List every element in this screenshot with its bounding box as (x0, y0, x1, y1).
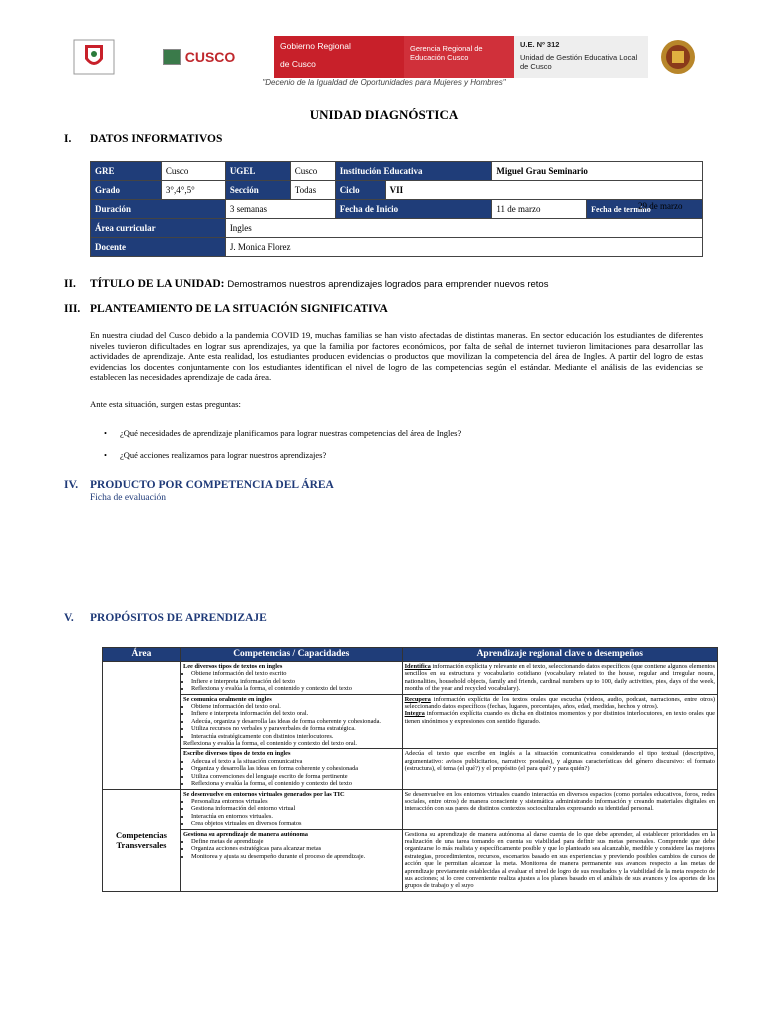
competence-cell (180, 829, 402, 891)
motto: "Decenio de la Igualdad de Oportunidades para Mujeres y Hombres" (262, 78, 506, 87)
section-5-title: PROPÓSITOS DE APRENDIZAJE (90, 612, 267, 624)
ue-number: U.E. Nº 312 (520, 40, 560, 49)
gre-value: Cusco (161, 162, 225, 181)
section-1-title: DATOS INFORMATIVOS (90, 133, 223, 145)
capacity-item: • Adecua el texto a la situación comunicativa (191, 758, 400, 765)
desempeno-cell (402, 662, 717, 695)
capacity-item: • Infiere e interpreta información del texto (191, 678, 400, 685)
desempeno-lead: Recupera (404, 695, 431, 703)
gerencia-text: Gerencia Regional de Educación Cusco (410, 44, 483, 62)
docente-label: Docente (91, 238, 226, 257)
section-2-number: II. (64, 278, 76, 290)
table-row (103, 789, 718, 829)
purposes-table (102, 647, 718, 892)
desempeno-cell (402, 694, 717, 749)
fecha-termino-label: Fecha de termino (587, 200, 703, 219)
question-text: ¿Qué acciones realizamos para lograr nuestros aprendizajes? (120, 450, 327, 460)
purposes-header-row (103, 648, 718, 662)
info-row-grado (91, 181, 703, 200)
gre-label: GRE (91, 162, 162, 181)
section-4-number: IV. (64, 479, 79, 491)
capacities-list (183, 838, 400, 860)
gob-line1: Gobierno Regional (280, 41, 351, 51)
capacity-item: • Utiliza recursos no verbales y paraverbales de forma estratégica. (191, 725, 400, 732)
desempeno-text: información explícita de los textos orales que escucha (videos, audio, podcast, narraciones, entre otros) seleccionando datos específicos (fechas, lugares, porcentajes, años, edad, medidas, hechos y otros). (404, 695, 715, 711)
capacity-item: • Crea objetos virtuales en diversos formatos (191, 820, 400, 827)
question-text: ¿Qué necesidades de aprendizaje planificamos para lograr nuestras competencias del área de Ingles? (120, 428, 462, 438)
table-row (103, 749, 718, 789)
capacity-tail: Reflexiona y evalúa la forma, el contenido y contexto del texto oral. (182, 740, 358, 748)
header-competencias: Competencias / Capacidades (180, 648, 402, 662)
info-row-gre (91, 162, 703, 181)
cusco-logo-text: CUSCO (184, 49, 236, 65)
desempeno-text-2: información explícita cuando es dicha en distintos momentos y por distintos interlocutores, en texto orales que tienen sinónimos y expresiones con sentido figurado. (404, 710, 715, 725)
seccion-value: Todas (290, 181, 335, 200)
desempeno-cell: Adecúa el texto que escribe en inglés a la situación comunicativa considerando el tipo textual (descriptivo, argumentativo: avisos publicitarios, narrativo: postales), y algunas características del género discursivo: el formato (estructura), el tema (el qué?) y el propósito (el para qué? y para quién?) (402, 749, 717, 789)
capacities-list (183, 758, 400, 788)
capacity-item: • Reflexiona y evalúa la forma, el contenido y contexto del texto (191, 685, 400, 692)
capacity-item: • Define metas de aprendizaje (191, 838, 400, 845)
fecha-termino-value: 29 de marzo (638, 201, 683, 211)
capacity-item: • Personaliza entornos virtuales (191, 798, 400, 805)
competence-cell (180, 662, 402, 695)
competence-title: Lee diversos tipos de textos en ingles (182, 663, 283, 670)
competence-cell (180, 694, 402, 749)
info-row-docente (91, 238, 703, 257)
ciclo-value: VII (385, 181, 702, 200)
header-area: Área (103, 648, 181, 662)
ie-label: Institución Educativa (335, 162, 492, 181)
situation-paragraph: En nuestra ciudad del Cusco debido a la pandemia COVID 19, muchas familias se han visto afectadas de distintas maneras. En sector educación los estudiantes de diferentes niveles tuvieron dificultades en lograr sus aprendizajes, ya que la familia por factores económicos, por falta de señal de internet tuvieron limitaciones para desarrollar las actividades de aprendizaje. Ante esta realidad, los estudiantes producen evidencias o productos que movilizan la competencia del área de Ingles. A partir del logro de estas evidencias los docentes conjuntamente con los estudiantes identifican el nivel de logro de las competencias según el estándar. Mediante el análisis de las evidencias se establecen las necesidades aprendizaje de cada área. (90, 330, 703, 383)
capacity-item: • Interactúa estratégicamente con distintos interlocutores. (191, 733, 400, 740)
cusco-crest-logo (648, 36, 708, 78)
grado-value: 3°,4°,5° (161, 181, 225, 200)
ie-value: Miguel Grau Seminario (492, 162, 703, 181)
section-3-number: III. (64, 303, 81, 315)
section-3-heading (64, 303, 388, 315)
capacity-item: • Reflexiona y evalúa la forma, el contenido y contexto del texto (191, 780, 400, 787)
capacity-item: • Obtiene información del texto oral. (191, 703, 400, 710)
capacity-item: • Monitorea y ajusta su desempeño durante el proceso de aprendizaje. (191, 853, 400, 860)
capacities-list (183, 670, 400, 692)
section-5-heading (64, 612, 267, 624)
product-text: Ficha de evaluación (90, 493, 166, 503)
capacity-item: • Gestiona información del entorno virtual (191, 805, 400, 812)
info-row-area (91, 219, 703, 238)
question-item (104, 428, 461, 438)
desempeno-cell: Gestiona su aprendizaje de manera autónoma al darse cuenta de lo que debe aprender, al establecer prioridades en la realización de una tarea tomando en cuenta su viabilidad para definir sus metas personales. Comprende que debe organizarse lo más realista y específicamente posible y que lo planteado sea alcanzable, medible y considere las mejores estrategias, procedimientos, recursos, escenarios basado en sus experiencias y previendo posibles cambios de cursos de acción que le permitan alcanzar la meta. Monitorea de manera permanente sus avances respecto a las metas de aprendizaje previamente establecidas al evaluar el nivel de logro de sus resultados y la viabilidad de la meta respecto de sus acciones; si lo cree conveniente realiza ajustes a los planes basado en el análisis de sus avances y los aportes de los grupos de trabajo y el suyo (402, 829, 717, 891)
competence-title: Se desenvuelve en entornos virtuales generados por las TIC (182, 790, 345, 798)
ue-box (514, 36, 648, 78)
section-4-heading (64, 479, 334, 491)
question-item (104, 450, 461, 460)
section-4-title: PRODUCTO POR COMPETENCIA DEL ÁREA (90, 479, 334, 491)
area-label: Área curricular (91, 219, 226, 238)
unit-title-text: Demostramos nuestros aprendizajes logrados para emprender nuevos retos (227, 279, 549, 290)
competence-title: Escribe diversos tipos de texto en ingles (182, 750, 291, 758)
ugel-label: UGEL (225, 162, 290, 181)
section-3-title: PLANTEAMIENTO DE LA SITUACIÓN SIGNIFICATIVA (90, 303, 388, 315)
questions-list (104, 428, 461, 472)
competence-title: Gestiona su aprendizaje de manera autónoma (182, 830, 308, 838)
ugel-name: Unidad de Gestión Educativa Local de Cusco (520, 53, 638, 71)
gobierno-regional-box (274, 36, 404, 78)
desempeno-text: información explícita y relevante en el texto, seleccionando datos específicos (que contiene algunos elementos sencillos en su estructura y vocabulario cotidiano (vocabulary related to the house, regular and irregular nouns, nationalities, household objects, family and friends, cardinal numbers up to 100, daily activities, pies, days of the week, months of the year and recycled vocabulary). (404, 663, 715, 693)
area-cell-ingles (103, 662, 181, 790)
section-1-number: I. (64, 133, 72, 145)
capacities-list (183, 703, 400, 740)
gob-line2: de Cusco (280, 59, 316, 69)
seccion-label: Sección (225, 181, 290, 200)
page-title: UNIDAD DIAGNÓSTICA (309, 107, 459, 122)
competence-title: Se comunica oralmente en ingles (182, 695, 272, 703)
fecha-inicio-value-cell: 11 de marzo (492, 200, 587, 219)
capacity-item: • Infiere e interpreta información del texto oral. (191, 710, 400, 717)
bullet-icon: • (104, 428, 107, 438)
capacity-item: • Organiza acciones estratégicas para alcanzar metas (191, 845, 400, 852)
duracion-value: 3 semanas (225, 200, 335, 219)
section-2-heading (64, 278, 548, 290)
info-table (90, 161, 703, 257)
grado-label: Grado (91, 181, 162, 200)
competence-cell (180, 789, 402, 829)
capacity-item: • Interactúa en entornos virtuales. (191, 813, 400, 820)
duracion-label: Duración (91, 200, 226, 219)
ugel-value: Cusco (290, 162, 335, 181)
bullet-icon: • (104, 450, 107, 460)
desempeno-lead-2: Integra (404, 710, 425, 718)
table-row (103, 694, 718, 749)
section-2-title: TÍTULO DE LA UNIDAD: (90, 278, 225, 290)
capacity-item: • Utiliza convenciones del lenguaje escrito de forma pertinente (191, 773, 400, 780)
table-row (103, 662, 718, 695)
gerencia-box (404, 36, 514, 78)
info-row-duracion (91, 200, 703, 219)
area-value: Ingles (225, 219, 702, 238)
capacity-item: • Obtiene información del texto escrito (191, 670, 400, 677)
capacity-item: • Organiza y desarrolla las ideas en forma coherente y cohesionada (191, 765, 400, 772)
competence-cell (180, 749, 402, 789)
desempeno-cell: Se desenvuelve en los entornos virtuales cuando interactúa en diversos espacios (como portales educativos, foros, redes sociales, entre otros) de manera consciente y sistemática administrando información y creando materiales digitales en interacción con sus pares de distintos contextos socioculturales expresando su identidad personal. (402, 789, 717, 829)
desempeno-lead: Identifica (404, 663, 431, 670)
cusco-logo (124, 36, 274, 78)
section-1-heading (64, 133, 222, 145)
ciclo-label: Ciclo (335, 181, 385, 200)
capacities-list (183, 798, 400, 828)
docente-value: J. Monica Florez (225, 238, 702, 257)
capacity-item: • Adecúa, organiza y desarrolla las ideas de forma coherente y cohesionada. (191, 718, 400, 725)
peru-shield-logo (64, 36, 124, 78)
area-cell-transversales: Competencias Transversales (103, 789, 181, 891)
questions-intro: Ante esta situación, surgen estas preguntas: (90, 399, 241, 409)
header-desempenos: Aprendizaje regional clave o desempeños (402, 648, 717, 662)
section-5-number: V. (64, 612, 74, 624)
table-row (103, 829, 718, 891)
header-banner (64, 36, 708, 78)
fecha-inicio-label: Fecha de Inicio (335, 200, 492, 219)
